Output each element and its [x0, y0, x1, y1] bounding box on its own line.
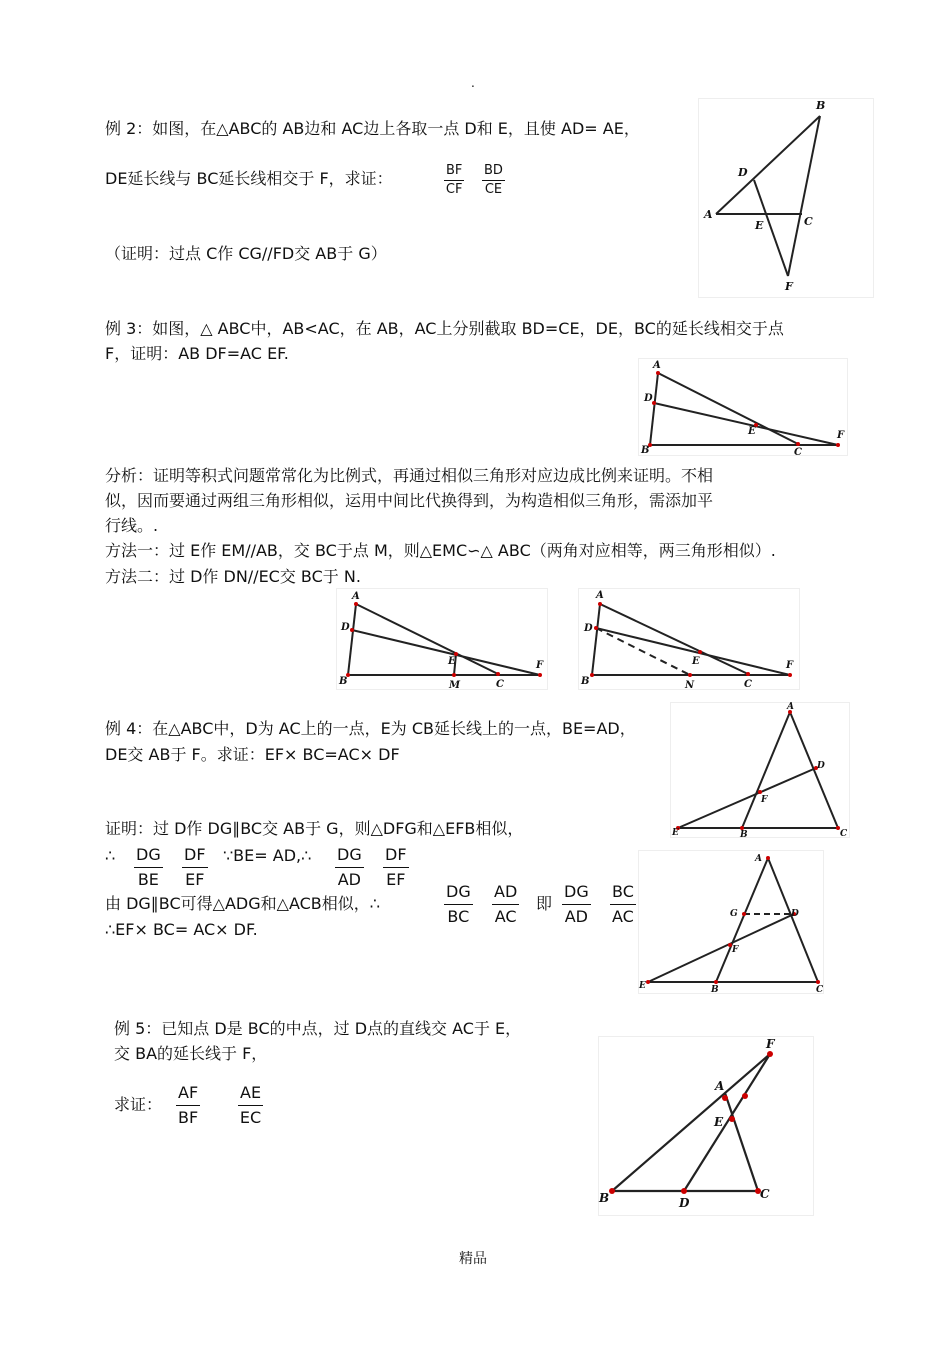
- label-e: E: [639, 981, 646, 991]
- label-f: F: [732, 945, 739, 955]
- ex4-frac-dg-bc: [444, 880, 473, 929]
- label-b: B: [641, 445, 650, 456]
- ex4-because: ∵BE= AD,∴: [223, 846, 312, 865]
- ex5-frac-ae-ec: [238, 1081, 263, 1130]
- ex3-line2: F，证明：AB DF=AC EF.: [105, 344, 289, 363]
- frac-num: DG: [335, 843, 364, 868]
- frac-den: AC: [494, 907, 517, 926]
- label-e: E: [748, 426, 756, 437]
- analysis-line2: 似，因而要通过两组三角形相似，运用中间比代换得到，为构造相似三角形，需添加平: [105, 491, 714, 510]
- ex3-figure: [638, 358, 848, 456]
- frac-den: BC: [447, 907, 470, 926]
- ex5-line2: 交 BA的延长线于 F，: [114, 1044, 268, 1063]
- label-d: D: [817, 761, 825, 771]
- label-b: B: [599, 1191, 610, 1205]
- label-e: E: [672, 828, 679, 838]
- header-mark: .: [471, 76, 475, 90]
- ex4-line1: 例 4：在△ABC中，D为 AC上的一点，E为 CB延长线上的一点，BE=AD，: [105, 719, 636, 738]
- page-footer: 精品: [459, 1251, 487, 1267]
- label-b: B: [740, 830, 748, 838]
- ex4-figure-2: [638, 850, 824, 994]
- frac-num: DG: [134, 843, 163, 868]
- ex2-hint: （证明：过点 C作 CG//FD交 AB于 G）: [105, 244, 387, 263]
- label-n: N: [685, 680, 695, 690]
- frac-den: CF: [445, 182, 463, 197]
- label-c: C: [840, 829, 848, 838]
- label-f: F: [761, 795, 768, 805]
- label-e: E: [714, 1115, 724, 1129]
- frac-num: DG: [444, 880, 473, 905]
- ex2-figure: [698, 98, 874, 298]
- analysis-figure-2: [578, 588, 800, 690]
- ex4-therefore: ∴: [105, 846, 116, 865]
- ex2-line2: DE延长线与 BC延长线相交于 F，求证：: [105, 169, 393, 188]
- analysis-figure-1: [336, 588, 548, 690]
- frac-num: DF: [182, 843, 208, 868]
- label-c: C: [744, 679, 752, 690]
- frac-den: AC: [612, 907, 634, 926]
- label-e: E: [692, 656, 700, 667]
- label-b: B: [711, 985, 719, 994]
- label-f: F: [786, 660, 794, 671]
- ex5-figure: [598, 1036, 814, 1216]
- ex5-line1: 例 5：已知点 D是 BC的中点，过 D点的直线交 AC于 E，: [114, 1019, 522, 1038]
- ex4-frac-dg-ad: [335, 843, 364, 892]
- label-d: D: [738, 166, 748, 179]
- label-d: D: [679, 1196, 690, 1210]
- ex2-frac-bf-cf: [444, 162, 464, 199]
- label-c: C: [804, 215, 813, 228]
- frac-num: AF: [176, 1081, 200, 1106]
- label-d: D: [584, 623, 593, 634]
- ex4-frac-df-ef-2: [383, 843, 409, 892]
- ex4-frac-ad-ac: [492, 880, 519, 929]
- label-a: A: [704, 208, 713, 221]
- label-a: A: [352, 591, 360, 602]
- label-c: C: [794, 447, 802, 456]
- ex4-frac-df-ef: [182, 843, 208, 892]
- label-b: B: [339, 676, 348, 687]
- frac-den: AD: [564, 907, 588, 926]
- label-a: A: [596, 590, 604, 601]
- label-d: D: [791, 909, 799, 919]
- ex4-frac-dg-ad-2: [562, 880, 591, 929]
- ex2-frac-bd-ce: [482, 162, 505, 199]
- ex4-proof1: 证明：过 D作 DG∥BC交 AB于 G，则△DFG和△EFB相似，: [105, 819, 524, 838]
- label-c: C: [760, 1187, 770, 1201]
- analysis-method2: 方法二：过 D作 DN//EC交 BC于 N.: [105, 567, 361, 586]
- ex4-ji: 即: [536, 894, 553, 913]
- ex4-figure-1: [670, 702, 850, 838]
- frac-num: DF: [383, 843, 409, 868]
- label-e: E: [755, 219, 764, 232]
- label-a: A: [755, 854, 762, 864]
- label-g: G: [730, 909, 738, 919]
- frac-num: BD: [482, 162, 505, 181]
- ex4-proof2: 由 DG∥BC可得△ADG和△ACB相似，∴: [105, 894, 380, 913]
- frac-num: DG: [562, 880, 591, 905]
- label-c: C: [816, 985, 824, 994]
- ex3-line1: 例 3：如图，△ ABC中，AB<AC，在 AB，AC上分别截取 BD=CE，DE，BC的延长线相交于点: [105, 319, 784, 338]
- label-b: B: [581, 676, 590, 687]
- frac-den: EF: [185, 870, 205, 889]
- frac-den: EC: [239, 1108, 262, 1127]
- frac-num: AE: [238, 1081, 263, 1106]
- label-f: F: [536, 660, 544, 671]
- ex4-frac-bc-ac: [610, 880, 636, 929]
- ex5-prove: 求证：: [114, 1095, 163, 1114]
- label-a: A: [787, 702, 794, 712]
- label-d: D: [341, 622, 350, 633]
- label-e: E: [448, 656, 456, 667]
- label-d: D: [644, 393, 653, 404]
- analysis-line1: 分析：证明等积式问题常常化为比例式，再通过相似三角形对应边成比例来证明。不相: [105, 466, 714, 485]
- frac-num: BC: [610, 880, 636, 905]
- ex4-line2: DE交 AB于 F。求证：EF× BC=AC× DF: [105, 745, 400, 764]
- label-f: F: [766, 1037, 775, 1051]
- analysis-method1: 方法一：过 E作 EM//AB，交 BC于点 M，则△EMC∽△ ABC（两角对应相等，两三角形相似）.: [105, 541, 776, 560]
- frac-den: EF: [386, 870, 406, 889]
- ex2-line1: 例 2：如图，在△ABC的 AB边和 AC边上各取一点 D和 E，且使 AD= AE，: [105, 119, 640, 138]
- analysis-line3: 行线。.: [105, 516, 159, 535]
- frac-den: BE: [137, 870, 159, 889]
- label-f: F: [785, 280, 793, 293]
- ex4-frac-dg-be: [134, 843, 163, 892]
- label-f: F: [837, 430, 845, 441]
- frac-num: AD: [492, 880, 519, 905]
- label-a: A: [715, 1079, 725, 1093]
- label-b: B: [816, 99, 826, 112]
- label-a: A: [653, 360, 661, 371]
- ex5-frac-af-bf: [176, 1081, 200, 1130]
- label-c: C: [496, 679, 504, 690]
- ex4-conclusion: ∴EF× BC= AC× DF.: [105, 920, 258, 939]
- frac-den: BF: [177, 1108, 199, 1127]
- label-m: M: [449, 680, 461, 690]
- frac-den: AD: [337, 870, 361, 889]
- frac-num: BF: [444, 162, 464, 181]
- frac-den: CE: [484, 182, 503, 197]
